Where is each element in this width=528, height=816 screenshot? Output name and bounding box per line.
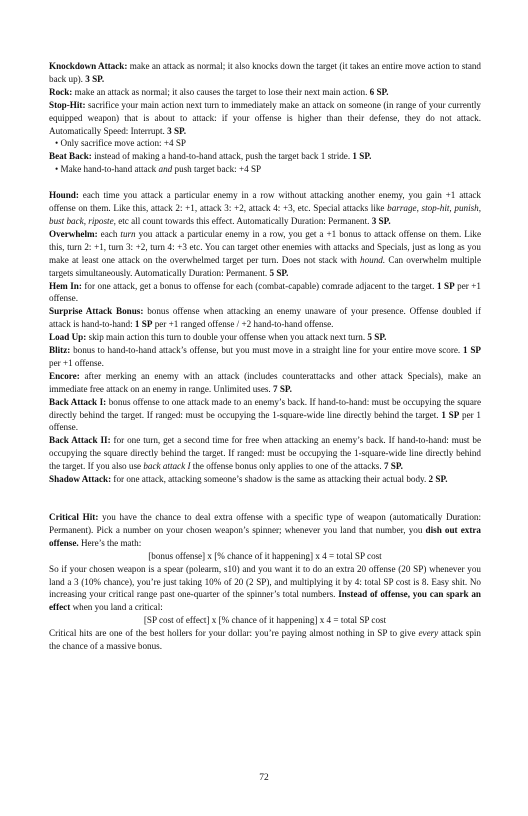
section-gap (49, 499, 481, 511)
formula-effect: [SP cost of effect] x [% chance of it happening] x 4 = total SP cost (143, 615, 387, 626)
entry-encore: Encore: after merking an enemy with an attack (includes counterattacks and other attack Specials), make an immediate free attack on an enemy in range. Unlimited uses. 7 SP. (49, 370, 481, 394)
critical-hit-example: So if your chosen weapon is a spear (polearm, s10) and you want it to do an extra 20 offense (20 SP) whenever you land a 3 (10% chance), you’re just taking 10% of 20 (2 SP), and multiplying it by 4: total SP cost is 8. Easy shit. No increasing your critical range past one-quarter of the spinner’s total numbers. Instead of offense, you can spark an effect when you land a critical: (49, 563, 481, 613)
page-number: 72 (259, 773, 269, 783)
section-gap (49, 486, 481, 499)
beat-back-option: • Make hand-to-hand attack and push target back: +4 SP (55, 164, 262, 175)
entry-load-up: Load Up: skip main action this turn to double your offense when you attack next turn. 5 SP. (49, 332, 387, 343)
entry-shadow-attack: Shadow Attack: for one attack, attacking someone’s shadow is the same as attacking their actual body. 2 SP. (49, 474, 448, 485)
critical-hit-closing: Critical hits are one of the best hollers for your dollar: you’re paying almost nothing in SP to give every attack spin the chance of a massive bonus. (49, 628, 481, 652)
document-page (49, 60, 481, 653)
entry-knockdown-attack: Knockdown Attack: make an attack as normal; it also knocks down the target (it takes an entire move action to stand back up). 3 SP. (49, 61, 481, 84)
entry-back-attack-1: Back Attack I: bonus offense to one attack made to an enemy’s back. If hand-to-hand: must be occupying the square directly behind the target. If ranged: must be occupying the 1-square-wide line directly behind the target. 1 SP per 1 offense. (49, 396, 482, 433)
entry-back-attack-2: Back Attack II: for one turn, get a second time for free when attacking an enemy’s back. If hand-to-hand: must be occupying the square directly behind the target. If ranged: must be occupying the 1-square-wide line directly behind the target. If you also use back attack I the offense bonus only applies to one of the attacks. 7 SP. (49, 435, 482, 472)
entry-stop-hit: Stop-Hit: sacrifice your main action next turn to immediately make an attack on someone (in range of your currently equipped weapon) that is about to attack: if your offense is higher than their defense, they do not attack. Automatically Speed: Interrupt. 3 SP. (49, 99, 481, 136)
entry-rock: Rock: make an attack as normal; it also causes the target to lose their next main action. 6 SP. (49, 86, 389, 97)
section-gap (49, 176, 481, 189)
stop-hit-option: • Only sacrifice move action: +4 SP (55, 138, 186, 149)
entry-surprise-attack-bonus: Surprise Attack Bonus: bonus offense when attacking an enemy unaware of your presence. Offense doubled if attack is hand-to-hand: 1 SP per +1 ranged offense / +2 hand-to-hand offense. (49, 306, 481, 330)
entry-blitz: Blitz: bonus to hand-to-hand attack’s offense, but you must move in a straight line for your entire move score. 1 SP per +1 offense. (49, 345, 481, 368)
entry-beat-back: Beat Back: instead of making a hand-to-hand attack, push the target back 1 stride. 1 SP. (49, 151, 372, 162)
entry-critical-hit: Critical Hit: you have the chance to deal extra offense with a specific type of weapon (automatically Duration: Permanent). Pick a number on your chosen weapon’s spinner; whenever you land that number, you dish out extra offense. Here’s the math: (49, 512, 481, 548)
entry-hound: Hound: each time you attack a particular enemy in a row without attacking another enemy, you gain +1 attack offense on them. Like this, attack 2: +1, attack 3: +2, attack 4: +3, etc. Special attacks like barrage, stop-hit, punish, bust back, riposte, etc all count towards this effect. Automatically Duration: Permanent. 3 SP. (49, 190, 481, 226)
entry-hem-in: Hem In: for one attack, get a bonus to offense for each (combat-capable) comrade adjacent to the target. 1 SP per +1 offense. (49, 280, 481, 304)
entry-overwhelm: Overwhelm: each turn you attack a particular enemy in a row, you get a +1 bonus to attack offense on them. Like this, turn 2: +1, turn 3: +2, turn 4: +3 etc. You can target other enemies with attacks and Specials, just as long as you make at least one attack on the overwhelmed target per turn. Does not stack with hound. Can overwhelm multiple targets simultaneously. Automatically Duration: Permanent. 5 SP. (49, 228, 482, 278)
formula-bonus-offense: [bonus offense] x [% chance of it happening] x 4 = total SP cost (148, 550, 382, 561)
